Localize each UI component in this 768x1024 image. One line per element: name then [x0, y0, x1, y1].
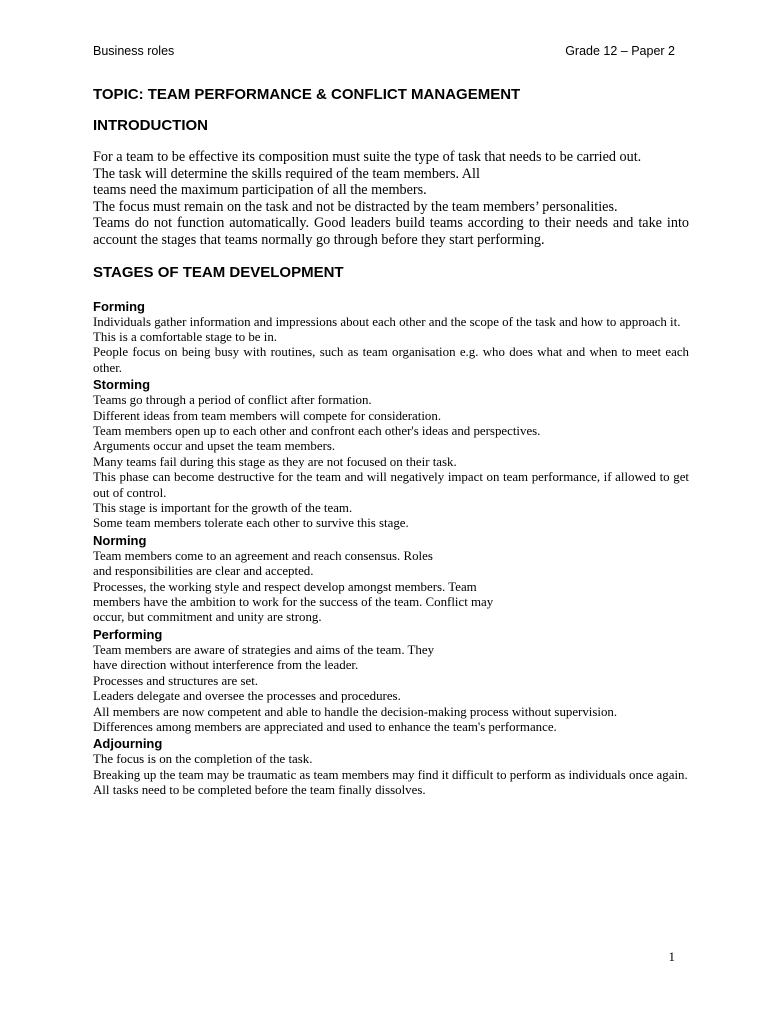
stage-line: Processes, the working style and respect develop amongst members. Team [93, 579, 477, 594]
topic-title: TOPIC: TEAM PERFORMANCE & CONFLICT MANAGEMENT [93, 86, 521, 103]
stage-line: Some team members tolerate each other to survive this stage. [93, 516, 409, 531]
stage-line: Many teams fail during this stage as they are not focused on their task. [93, 454, 457, 469]
stage-line: Team members open up to each other and confront each other's ideas and perspectives. [93, 424, 541, 438]
intro-paragraph: teams need the maximum participation of all the members. [93, 182, 427, 199]
introduction-section [93, 149, 689, 249]
stage-line: Arguments occur and upset the team members. [93, 439, 336, 454]
page-number: 1 [668, 949, 675, 964]
stage-line: The focus is on the completion of the task. [93, 752, 313, 767]
stage-line: People focus on being busy with routines, such as team organisation e.g. who does what and when to meet each other. [93, 345, 689, 375]
stage-storming [93, 376, 689, 532]
intro-paragraph: The task will determine the skills required of the team members. All [93, 165, 480, 182]
intro-paragraph: For a team to be effective its composition must suite the type of task that needs to be carried out. [93, 149, 642, 165]
stage-line: occur, but commitment and unity are strong. [93, 610, 322, 625]
intro-paragraph: The focus must remain on the task and not be distracted by the team members’ personalities. [93, 198, 618, 215]
stage-line: Individuals gather information and impressions about each other and the scope of the task and how to approach it. [93, 314, 681, 329]
stage-line: This stage is important for the growth of the team. [93, 501, 353, 516]
stage-title: Forming [93, 298, 145, 314]
stage-title: Adjourning [93, 736, 163, 752]
intro-paragraph: Teams do not function automatically. Good leaders build teams according to their needs and take into account the stages that teams normally go through before they start performing. [93, 215, 689, 248]
stage-title: Norming [93, 532, 147, 548]
stage-line: Leaders delegate and oversee the processes and procedures. [93, 689, 401, 704]
stage-line: Different ideas from team members will compete for consideration. [93, 408, 442, 423]
stage-line: This is a comfortable stage to be in. [93, 329, 277, 344]
stage-line: Teams go through a period of conflict after formation. [93, 393, 372, 408]
page-header [93, 44, 675, 58]
stage-line: Team members come to an agreement and reach consensus. Roles [93, 548, 433, 563]
stage-line: Team members are aware of strategies and aims of the team. They [93, 642, 435, 657]
stage-title: Performing [93, 626, 163, 642]
stages-heading: STAGES OF TEAM DEVELOPMENT [93, 263, 344, 281]
stage-line: All members are now competent and able to handle the decision-making process without supervision. [93, 704, 618, 719]
stage-title: Storming [93, 377, 151, 393]
stage-line: and responsibilities are clear and accepted. [93, 564, 314, 579]
stage-line: have direction without interference from the leader. [93, 658, 359, 673]
stage-line: members have the ambition to work for the success of the team. Conflict may [93, 595, 494, 610]
stage-performing [93, 626, 689, 735]
introduction-heading: INTRODUCTION [93, 117, 208, 134]
stage-norming [93, 532, 689, 626]
stage-adjourning [93, 735, 689, 798]
stage-line: This phase can become destructive for the team and will negatively impact on team performance, if allowed to get out of control. [93, 470, 689, 500]
stage-line: Processes and structures are set. [93, 673, 259, 688]
stages-section [93, 298, 689, 799]
stage-line: Breaking up the team may be traumatic as team members may find it difficult to perform as individuals once again. [93, 767, 688, 782]
stage-line: All tasks need to be completed before the team finally dissolves. [93, 783, 426, 798]
header-right: Grade 12 – Paper 2 [565, 44, 675, 58]
stage-forming [93, 298, 689, 377]
header-left: Business roles [93, 44, 175, 58]
stage-line: Differences among members are appreciated and used to enhance the team's performance. [93, 719, 557, 734]
document-body [93, 86, 689, 799]
